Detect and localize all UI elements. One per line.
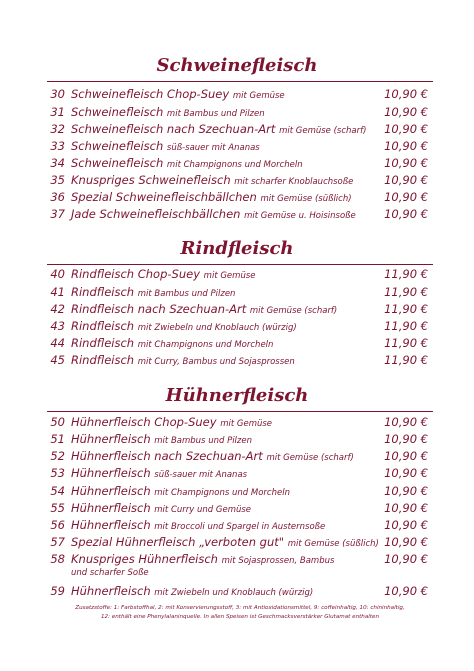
item-description: mit Broccoli und Spargel in Austernsoße [154,522,326,532]
menu-item [0,206,474,223]
item-name-wrap [71,583,313,602]
item-name: Hühnerfleisch [71,584,151,598]
item-name: Rindfleisch [71,319,135,333]
item-name: Knuspriges Schweinefleisch [71,173,231,187]
item-price: 11,90 € [384,267,428,281]
item-name: Hühnerfleisch nach Szechuan-Art [71,449,263,463]
item-number: 41 [50,285,65,299]
menu-item [0,352,474,369]
item-description: süß-sauer mit Ananas [166,143,260,153]
menu-item [0,155,474,172]
item-description: mit Champignons und Morcheln [137,340,274,350]
item-price: 10,90 € [384,105,428,119]
item-description: mit Curry und Gemüse [154,505,252,515]
item-price: 10,90 € [384,173,428,187]
item-name: Schweinefleisch nach Szechuan-Art [71,122,276,136]
item-name: Schweinefleisch [71,105,164,119]
section-divider [47,264,433,265]
item-number: 32 [50,122,65,136]
item-name: Rindfleisch [71,336,135,350]
menu-item [0,121,474,138]
menu-item [0,335,474,352]
menu-item [0,104,474,121]
item-name-wrap [71,465,247,484]
item-name: Hühnerfleisch [71,518,151,532]
item-name-wrap [71,86,285,105]
item-price: 10,90 € [384,156,428,170]
item-number: 50 [50,415,65,429]
item-description: mit Gemüse (scharf) [279,126,367,136]
item-price: 10,90 € [384,466,428,480]
item-name: Rindfleisch [71,353,135,367]
item-number: 44 [50,336,65,350]
item-description: mit Zwiebeln und Knoblauch (würzig) [154,588,314,598]
menu-item [0,189,474,206]
section-title-schweinefleisch: Schweinefleisch [156,55,318,76]
item-name: Rindfleisch [71,285,135,299]
menu-item [0,448,474,465]
item-price: 11,90 € [384,302,428,316]
item-number: 35 [50,173,65,187]
section-divider [47,81,433,82]
item-price: 10,90 € [384,190,428,204]
item-price: 10,90 € [384,501,428,515]
item-name: Hühnerfleisch [71,432,151,446]
item-description: mit Gemüse (süßlich) [287,539,379,549]
item-description: mit Bambus und Pilzen [166,109,265,119]
item-number: 42 [50,302,65,316]
item-number: 54 [50,484,65,498]
item-description: mit scharfer Knoblauchsoße [234,177,354,187]
item-price: 10,90 € [384,207,428,221]
item-number: 53 [50,466,65,480]
menu-item [0,414,474,431]
item-name: Spezial Hühnerfleisch „verboten gut" [71,535,285,549]
item-number: 31 [50,105,65,119]
item-description: mit Bambus und Pilzen [137,289,236,299]
item-name: Hühnerfleisch Chop-Suey [71,415,217,429]
item-price: 11,90 € [384,319,428,333]
menu-item [0,465,474,482]
item-price: 10,90 € [384,449,428,463]
item-number: 40 [50,267,65,281]
item-name: Schweinefleisch [71,139,164,153]
menu-item [0,534,474,551]
item-name: Schweinefleisch Chop-Suey [71,87,230,101]
item-price: 11,90 € [384,285,428,299]
item-name: Hühnerfleisch [71,484,151,498]
item-price: 10,90 € [384,122,428,136]
item-description: mit Zwiebeln und Knoblauch (würzig) [137,323,297,333]
item-description: mit Gemüse (scharf) [266,453,354,463]
menu-item [0,551,474,568]
item-number: 51 [50,432,65,446]
item-name: Knuspriges Hühnerfleisch [71,552,218,566]
item-description: mit Gemüse (süßlich) [260,194,352,204]
item-name: Schweinefleisch [71,156,164,170]
item-number: 57 [50,535,65,549]
item-number: 43 [50,319,65,333]
item-number: 45 [50,353,65,367]
menu-item [0,86,474,103]
item-price: 10,90 € [384,415,428,429]
item-description: mit Gemüse (scharf) [249,306,338,316]
menu-item [0,483,474,500]
menu-item [0,266,474,283]
item-name: Rindfleisch Chop-Suey [71,267,201,281]
item-number: 36 [50,190,65,204]
menu-item [0,138,474,155]
item-number: 59 [50,584,65,598]
item-name: Hühnerfleisch [71,466,151,480]
item-number: 34 [50,156,65,170]
item-description: mit Champignons und Morcheln [154,488,290,498]
menu-item [0,517,474,534]
section-divider [47,411,433,412]
item-description: mit Gemüse [220,419,273,429]
menu-item [0,583,474,600]
item-number: 52 [50,449,65,463]
item-number: 56 [50,518,65,532]
item-price: 10,90 € [384,552,428,566]
item-name: Hühnerfleisch [71,501,151,515]
item-description: mit Gemüse [203,271,256,281]
item-price: 10,90 € [384,139,428,153]
item-number: 33 [50,139,65,153]
item-name: Jade Schweinefleischbällchen [71,207,241,221]
item-description: mit Bambus und Pilzen [154,436,252,446]
section-title-huehnerfleisch: Hühnerfleisch [165,385,309,406]
menu-item [0,284,474,301]
item-description: mit Curry, Bambus und Sojasprossen [137,357,295,367]
item-description: süß-sauer mit Ananas [154,470,248,480]
item-price: 10,90 € [384,518,428,532]
item-name: Rindfleisch nach Szechuan-Art [71,302,247,316]
item-price: 10,90 € [384,535,428,549]
item-number: 58 [50,552,65,566]
menu-item [0,431,474,448]
item-price: 11,90 € [384,353,428,367]
item-price: 10,90 € [384,584,428,598]
item-description: mit Sojasprossen, Bambus [221,556,335,566]
item-price: 10,90 € [384,484,428,498]
menu-item [0,318,474,335]
item-description: mit Gemüse [232,91,285,101]
item-name-wrap [71,352,295,371]
item-name-wrap [71,206,356,225]
additives-footnote-line-1: Zusatzstoffe: 1: Farbstoffhal, 2: mit Konservierungsstoff, 3: mit Antioxidationsmittel, 9: coffeinhaltig, 10: chininhaltig, [75,605,405,611]
item-number: 30 [50,87,65,101]
item-name-wrap [71,266,256,285]
item-price: 10,90 € [384,432,428,446]
item-number: 37 [50,207,65,221]
additives-footnote-line-2: 12: enthält eine Phenylalaninquelle. In allen Speisen ist Geschmacksverstärker Glutamat enthalten [100,614,380,620]
item-price: 11,90 € [384,336,428,350]
section-title-rindfleisch: Rindfleisch [180,238,294,259]
item-price: 10,90 € [384,87,428,101]
item-name: Spezial Schweinefleischbällchen [71,190,257,204]
item-description: mit Gemüse u. Hoisinsoße [244,211,356,221]
menu-item [0,301,474,318]
item-description-continued: und scharfer Soße [71,568,149,578]
menu-item [0,500,474,517]
item-description: mit Champignons und Morcheln [166,160,303,170]
menu-item [0,172,474,189]
item-number: 55 [50,501,65,515]
